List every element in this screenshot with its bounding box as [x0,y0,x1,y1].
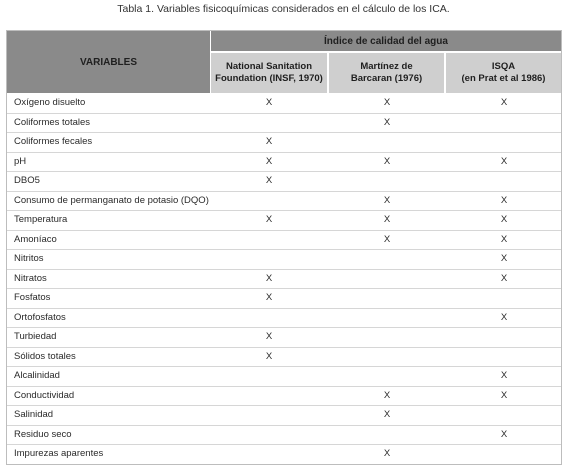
isqa-header-line1: ISQA [491,61,516,72]
table-row [7,386,561,406]
index-mark-c1: X [265,155,273,167]
table-row [7,132,561,152]
variable-name: Amoníaco [14,233,57,245]
variable-name: Nitritos [14,253,44,264]
index-mark-c2: X [383,409,391,420]
table-row [7,327,561,347]
index-mark-c3: X [500,155,508,167]
index-mark-c1: X [265,214,273,225]
index-mark-c2: X [383,389,391,401]
index-mark-c1: X [265,175,273,186]
variable-name: pH [14,155,27,167]
variable-name: Coliformes totales [14,116,91,128]
isqa-column-header [446,53,561,93]
table-row [7,269,561,289]
index-mark-c3: X [500,214,508,225]
table-row [7,230,561,250]
variable-name: Sólidos totales [14,350,76,362]
index-mark-c3: X [500,272,508,284]
index-mark-c3: X [500,311,508,323]
table-row [7,210,561,230]
index-mark-c2: X [383,97,391,108]
index-mark-c3: X [500,233,508,245]
table-row [7,288,561,308]
isqa-header-line2: (en Prat et al 1986) [461,73,546,84]
martinez-header-line1: Martínez de [360,61,413,72]
nsf-header-line2: Foundation (INSF, 1970) [215,73,323,84]
table-row [7,94,561,113]
variable-name: Turbiedad [14,331,57,342]
table-row [7,152,561,172]
table-row [7,249,561,269]
table-row [7,308,561,328]
variable-name: Residuo seco [14,428,72,440]
table-row [7,171,561,191]
variables-table [6,30,562,465]
index-mark-c2: X [383,233,391,245]
table-body [7,94,561,464]
martinez-header-line2: Barcaran (1976) [350,73,423,84]
variable-name: Oxígeno disuelto [14,97,86,108]
water-quality-index-header: Índice de calidad del agua [211,31,561,51]
index-mark-c1: X [265,292,273,303]
table-caption: Tabla 1. Variables fisicoquímicas considerados en el cálculo de los ICA. [117,3,450,15]
variable-name: Salinidad [14,409,54,420]
index-mark-c2: X [383,194,391,206]
martinez-column-header [329,53,444,93]
variable-name: DBO5 [14,175,40,186]
index-mark-c1: X [265,272,273,284]
table-row [7,444,561,464]
nsf-column-header [211,53,327,93]
index-mark-c3: X [500,428,508,440]
variable-name: Impurezas aparentes [14,448,104,459]
variable-name: Temperatura [14,214,68,225]
table-row [7,366,561,386]
variable-name: Conductividad [14,389,75,401]
nsf-header-line1: National Sanitation [225,61,313,72]
variable-name: Alcalinidad [14,370,60,381]
variable-name: Ortofosfatos [14,311,66,323]
index-mark-c2: X [383,116,391,128]
index-mark-c3: X [500,253,508,264]
table-row [7,191,561,211]
variable-name: Fosfatos [14,292,51,303]
index-mark-c3: X [500,194,508,206]
index-mark-c2: X [383,214,391,225]
index-mark-c2: X [383,155,391,167]
table-row [7,425,561,445]
table-header [7,31,561,93]
table-row [7,113,561,133]
table-row [7,347,561,367]
index-mark-c3: X [500,389,508,401]
variable-name: Nitratos [14,272,47,284]
variable-name: Consumo de permanganato de potasio (DQO) [14,194,209,206]
index-mark-c1: X [265,350,273,362]
variables-column-header: VARIABLES [7,31,210,93]
index-mark-c1: X [265,331,273,342]
index-mark-c2: X [383,448,391,459]
index-mark-c3: X [500,370,508,381]
index-mark-c1: X [265,136,273,147]
table-row [7,405,561,425]
variable-name: Coliformes fecales [14,136,93,147]
index-mark-c1: X [265,97,273,108]
index-mark-c3: X [500,97,508,108]
